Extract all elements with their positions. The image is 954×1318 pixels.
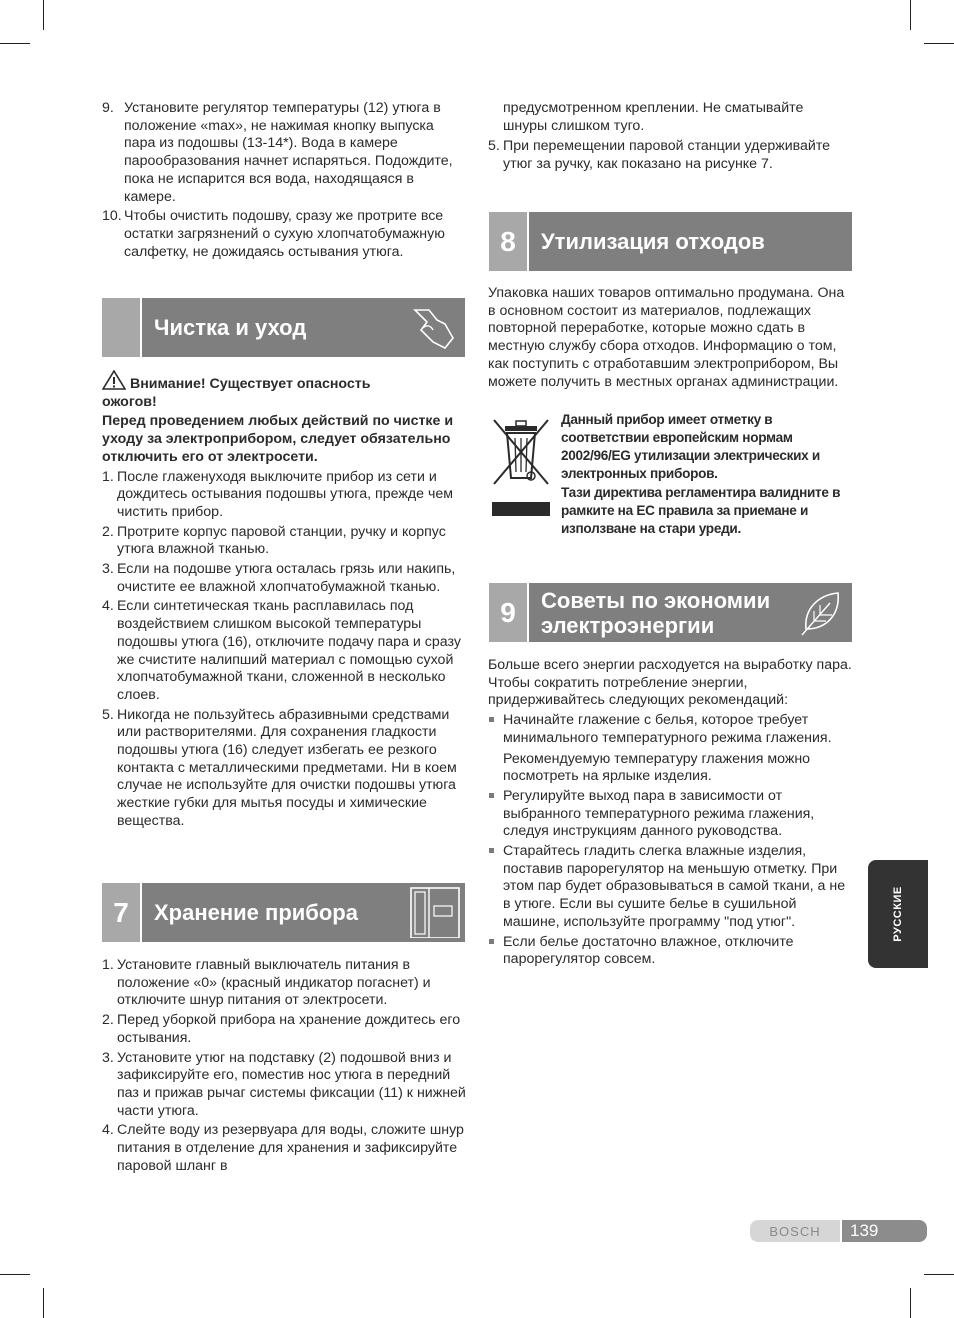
crop-mark xyxy=(924,1274,954,1275)
section-number: 9 xyxy=(489,583,527,642)
item-text: Протрите корпус паровой станции, ручку и корпус утюга влажной тканью. xyxy=(117,523,446,558)
list-item xyxy=(102,707,464,831)
item-number: 2. xyxy=(102,523,114,540)
bullet-text: Старайтесь гладить слегка влажные изделия, поставив парорегулятор на меньшую отметку. При этом пар будет образовываться в самой ткани, а не в утюге. Если вы сушите белье в сушильной машине, используйте программу "под утюг". xyxy=(503,843,846,930)
list-item xyxy=(102,524,464,559)
section-title-bar xyxy=(529,583,852,642)
warning-line xyxy=(102,370,464,394)
list-item xyxy=(488,138,850,173)
crop-mark xyxy=(43,1288,44,1318)
crop-mark xyxy=(0,1274,30,1275)
item-number: 4. xyxy=(102,598,114,615)
continued-text: предусмотренном креплении. Не сматывайте шнуры слишком туго. xyxy=(503,100,804,134)
section-title-bar xyxy=(142,298,465,357)
item-number: 5. xyxy=(102,706,114,723)
item-number: 10. xyxy=(102,208,122,225)
weee-text-bg: Тази директива регламентира валидните в рамките на ЕС правила за приемане и използване на стари уреди. xyxy=(561,485,841,536)
waste-text: Упаковка наших товаров оптимально продумана. Она в основном состоит из материалов, подлежащих повторной переработке, которые можно сдать в местную службу сбора отходов. Информацию о том, как поступить с отработавшим электроприбором, Вы можете получить в местных органах администрации. xyxy=(488,285,845,390)
bullet-icon xyxy=(489,717,494,722)
list-item xyxy=(102,1012,466,1047)
warning-title: Внимание! Существует опасность xyxy=(129,376,371,392)
item-number: 9. xyxy=(102,100,114,116)
energy-body xyxy=(488,657,852,969)
list-item xyxy=(102,469,464,522)
warning-text: Перед проведением любых действий по чистке и уходу за электроприбором, следует обязательно отключить его от электросети. xyxy=(102,413,454,465)
bullet-text: Регулируйте выход пара в зависимости от выбранного температурного режима глажения, следуя инструкциям данного руководства. xyxy=(503,787,815,840)
bullet-icon xyxy=(489,793,494,798)
section-title: Хранение прибора xyxy=(154,899,358,925)
section-header-clean xyxy=(102,298,465,357)
item-number: 3. xyxy=(102,1049,114,1066)
list-item xyxy=(488,712,852,786)
item-number: 2. xyxy=(102,1012,114,1029)
item-text: Слейте воду из резервуара для воды, сложите шнур питания в отделение для хранения и зафиксируйте паровой шланг в xyxy=(117,1122,464,1174)
section-title-bar xyxy=(529,212,852,271)
item-text: Никогда не пользуйтесь абразивными средствами или растворителями. Для сохранения гладкости подошвы утюга (16) следует избегать ее резкого контакта с металлическими предметами. Ни в коем случае не используйте для очистки подошвы утюга жесткие губки для мытья посуды и химические вещества. xyxy=(117,706,457,829)
list-item xyxy=(102,1050,466,1121)
list-item xyxy=(488,788,852,841)
weee-text: Данный прибор имеет отметку в соответствии европейским нормам 2002/96/EG утилизации электрических и электронных приборов. xyxy=(561,412,820,481)
crossed-bin-icon xyxy=(490,414,552,518)
item-text: Установите регулятор температуры (12) утюга в положение «max», не нажимая кнопку выпуска пара из подошвы (13-14*). Вода в камере парообразования начнет испаряться. Подождите, пока не испарится вся вода, находящаяся в камере. xyxy=(124,100,453,205)
warning-title-cont: ожогов! xyxy=(102,393,157,410)
item-text: Установите главный выключатель питания в положение «0» (красный индикатор погаснет) и отключите шнур питания от электросети. xyxy=(117,957,431,1009)
crop-mark xyxy=(0,43,30,44)
crop-mark xyxy=(43,0,44,30)
section-number: 7 xyxy=(102,883,140,942)
list-item xyxy=(488,843,852,932)
list-item xyxy=(102,100,464,206)
item-number: 3. xyxy=(102,561,114,578)
language-tab-label: РУССКИЕ xyxy=(892,886,904,942)
bullet-text: Если белье достаточно влажное, отключите парорегулятор совсем. xyxy=(503,933,794,968)
item-text: Чтобы очистить подошву, сразу же протрите все остатки загрязнений о сухую хлопчатобумажную салфетку, не дожидаясь остывания утюга. xyxy=(124,208,445,260)
storage-body xyxy=(102,957,466,1175)
cabinet-icon xyxy=(407,886,463,938)
item-text: При перемещении паровой станции удерживайте утюг за ручку, как показано на рисунке 7. xyxy=(503,138,831,173)
list-item xyxy=(102,208,464,261)
section-title: Чистка и уход xyxy=(154,314,307,340)
list-item xyxy=(102,1122,466,1175)
section-title-bar xyxy=(142,883,465,942)
hand-wiping-icon xyxy=(405,302,457,354)
crop-mark xyxy=(910,1288,911,1318)
item-number: 1. xyxy=(102,468,114,485)
item-text: Если синтетическая ткань расплавилась под воздействием слишком высокой температуры подошвы утюга (16), отключите подачу пара и сразу же счистите налипший материал с помощью сухой хлопчатобумажной ткани, сложенной в несколько слоев. xyxy=(117,598,461,703)
item-text: Установите утюг на подставку (2) подошвой вниз и зафиксируйте его, поместив нос утюга в передний паз и прижав рычаг системы фиксации (11) к нижней части утюга. xyxy=(117,1049,466,1119)
bullet-icon xyxy=(489,848,494,853)
section-title: Утилизация отходов xyxy=(541,228,765,254)
bullet-text: Начинайте глажение с белья, которое требует минимального температурного режима глажения. xyxy=(503,712,832,746)
footer-brand: BOSCH xyxy=(750,1220,840,1242)
energy-intro: Больше всего энергии расходуется на выработку пара. Чтобы сократить потребление энергии, придерживайтесь следующих рекомендаций: xyxy=(488,657,852,709)
list-item xyxy=(102,561,464,596)
weee-notice xyxy=(561,411,853,538)
page-number: 139 xyxy=(842,1220,927,1242)
language-tab xyxy=(868,860,928,968)
section-header-energy xyxy=(489,583,852,642)
waste-body xyxy=(488,285,852,391)
section-header-waste xyxy=(489,212,852,271)
leaf-icon xyxy=(800,587,844,637)
section-number-box xyxy=(102,298,140,357)
list-item xyxy=(488,934,852,969)
bullet-extra: Рекомендуемую температуру глажения можно посмотреть на ярлыке изделия. xyxy=(503,750,811,785)
section-title-cont: электроэнергии xyxy=(541,612,715,638)
item-text: Перед уборкой прибора на хранение дождитесь его остывания. xyxy=(117,1012,461,1046)
section-title: Советы по экономии xyxy=(541,587,771,613)
right-top xyxy=(488,100,850,174)
item-number: 1. xyxy=(102,957,114,973)
bullet-icon xyxy=(489,939,494,944)
section-header-storage xyxy=(102,883,465,942)
item-number: 5. xyxy=(488,138,500,155)
item-text: Если на подошве утюга осталась грязь или накипь, очистите ее влажной хлопчатобумажной тканью. xyxy=(117,561,456,595)
list-item xyxy=(102,598,464,704)
crop-mark xyxy=(924,43,954,44)
left-top-list xyxy=(102,100,464,261)
crop-mark xyxy=(910,0,911,30)
section-number: 8 xyxy=(489,212,527,271)
clean-body xyxy=(102,370,464,831)
warning-triangle-icon xyxy=(102,370,126,390)
item-number: 4. xyxy=(102,1122,114,1139)
item-text: После глаженуходя выключите прибор из сети и дождитесь остывания подошвы утюга, прежде чем чистить прибор. xyxy=(117,468,453,520)
list-item xyxy=(102,957,466,1010)
